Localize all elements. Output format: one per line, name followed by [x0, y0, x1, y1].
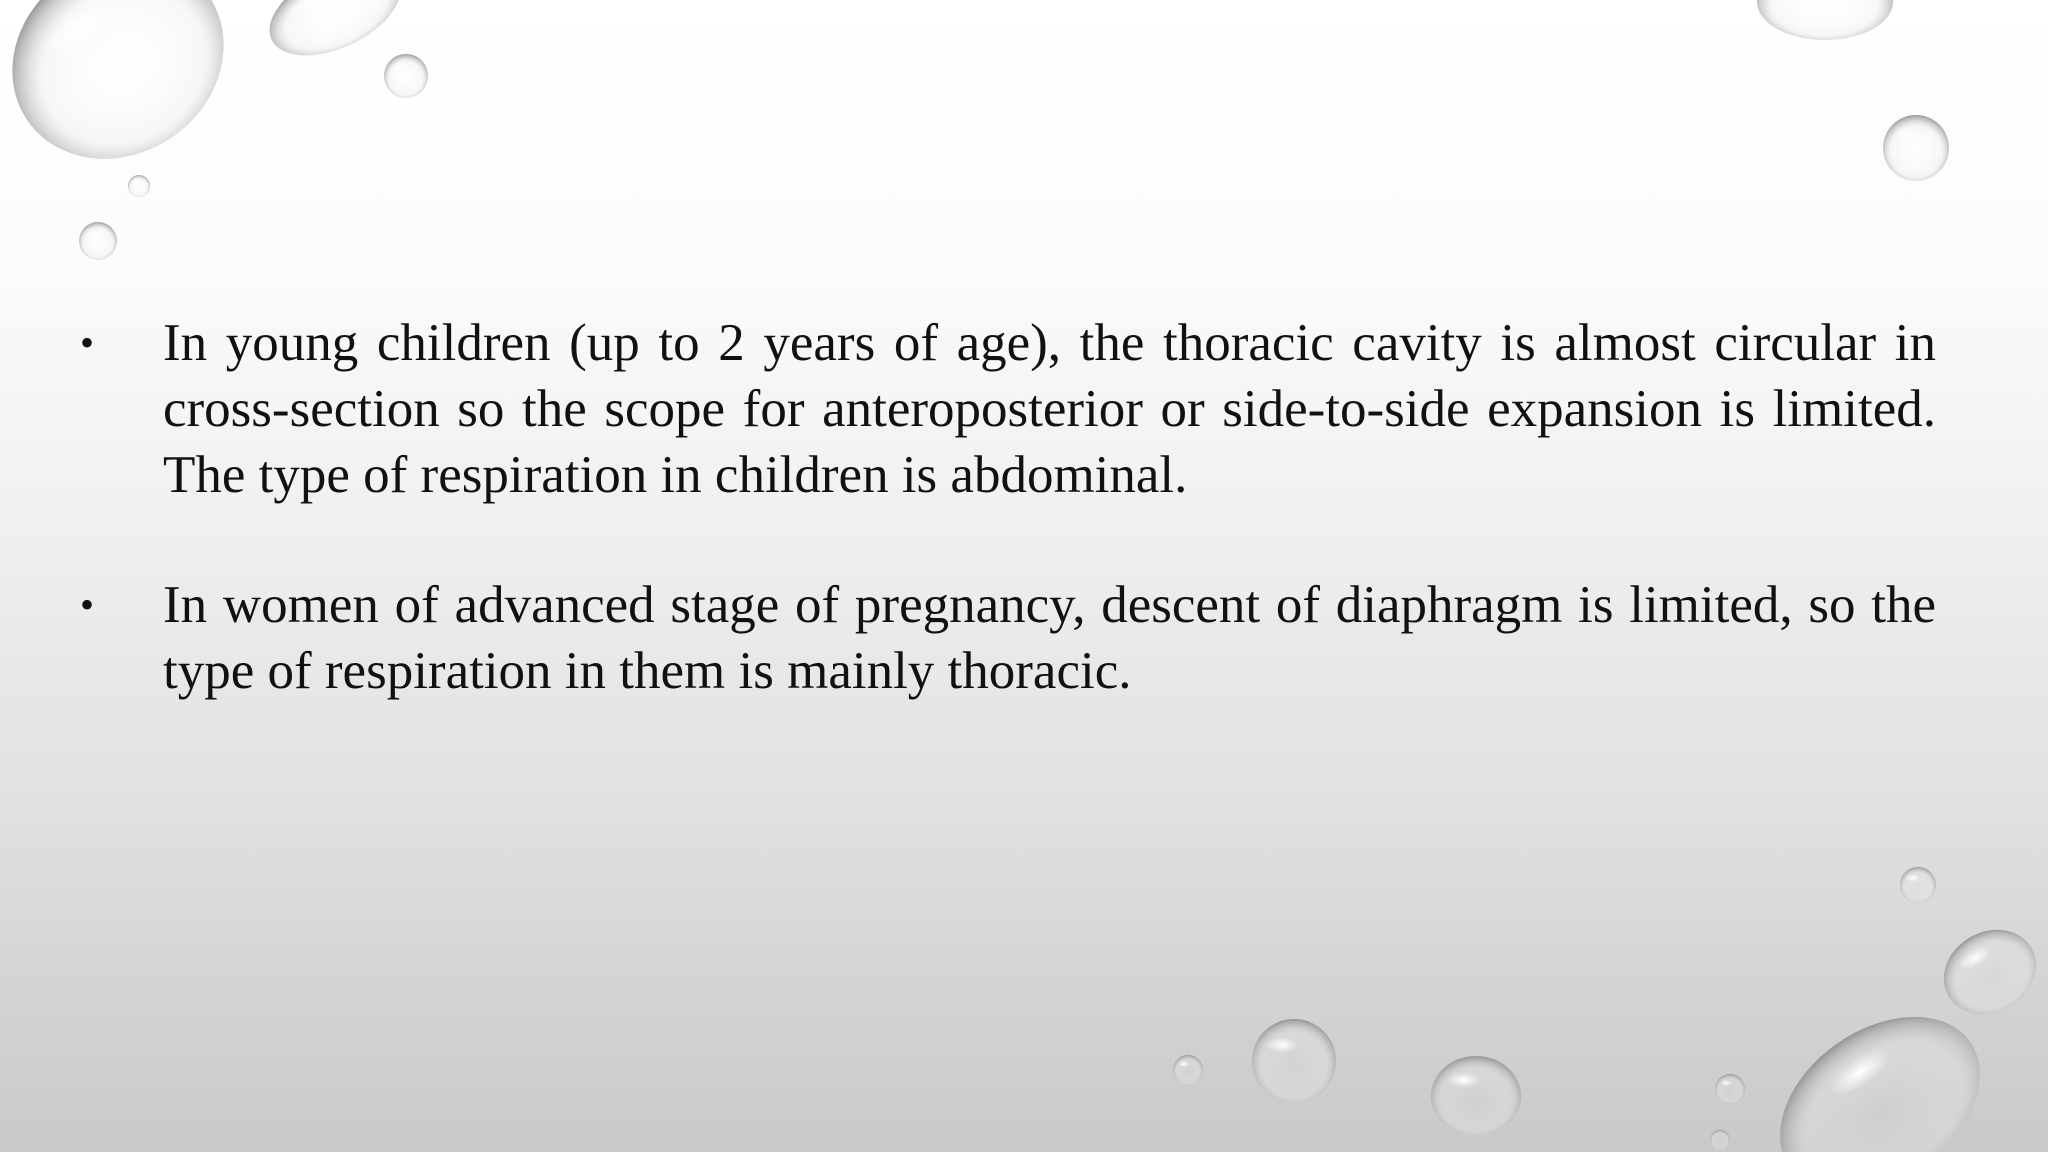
bullet-item: [80, 572, 1936, 704]
droplet-icon: [1715, 1074, 1745, 1104]
bullet-text: In women of advanced stage of pregnancy, descent of diaphragm is limited, so the type of respiration in them is mainly thoracic.: [163, 576, 1936, 700]
droplet-icon: [1173, 1055, 1203, 1085]
bullet-marker: •: [80, 320, 95, 365]
droplet-icon: [1900, 867, 1936, 903]
bullet-item: [80, 310, 1936, 508]
droplet-icon: [0, 0, 263, 200]
droplet-icon: [384, 54, 428, 98]
bullet-marker: •: [80, 582, 95, 627]
droplet-icon: [1710, 1130, 1730, 1150]
droplet-icon: [79, 222, 117, 260]
droplet-icon: [1928, 913, 2048, 1030]
bullet-text: In young children (up to 2 years of age), the thoracic cavity is almost circular in cross-section so the scope for anteroposterior or side-to-side expansion is limited. The type of respiration in children is abdominal.: [163, 314, 1936, 504]
droplet-icon: [1883, 115, 1949, 181]
bullet-list: [80, 310, 1936, 768]
droplet-icon: [1757, 0, 1893, 40]
droplet-icon: [1431, 1056, 1521, 1136]
droplet-icon: [1252, 1019, 1336, 1103]
droplet-icon: [128, 175, 150, 197]
